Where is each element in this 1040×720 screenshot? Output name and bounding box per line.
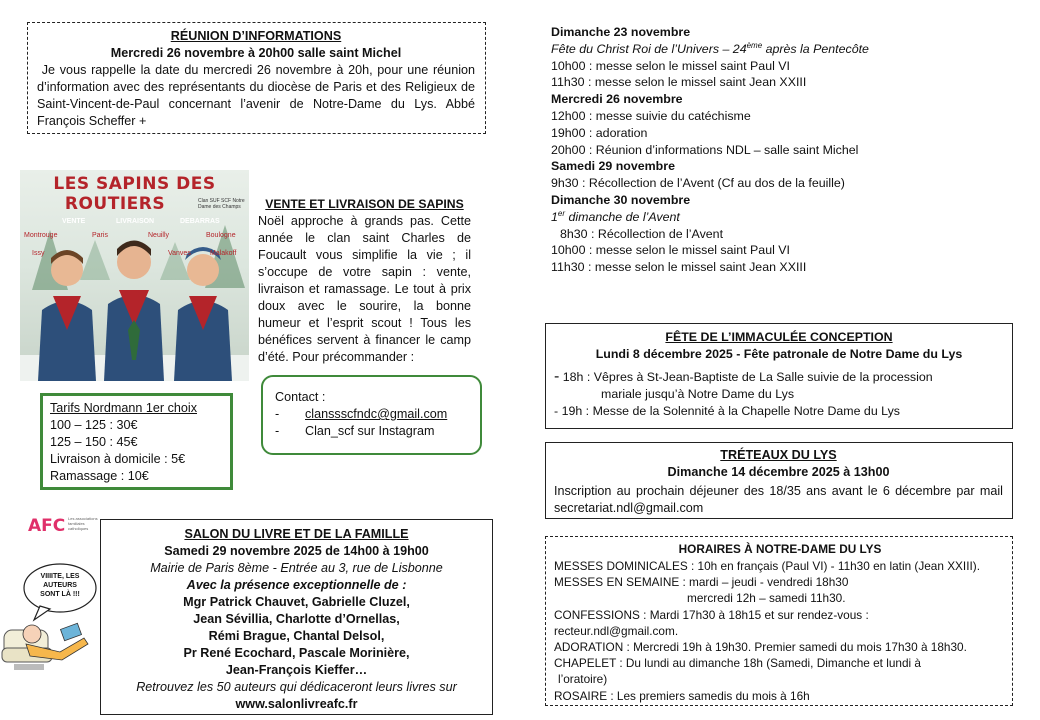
poster-place: Issy	[32, 250, 45, 257]
salon-date: Samedi 29 novembre 2025 de 14h00 à 19h00	[164, 544, 429, 558]
agenda-entry: 19h00 : adoration	[551, 125, 648, 140]
agenda-feast: 1er dimanche de l’Avent	[551, 208, 680, 224]
horaires-line: CHAPELET : Du lundi au dimanche 18h (Samedi, Dimanche et lundi à	[554, 656, 921, 671]
agenda-entry: 11h30 : messe selon le missel saint Jean XXIII	[551, 75, 807, 90]
agenda-day-heading: Mercredi 26 novembre	[551, 92, 683, 107]
tarifs-line: Ramassage : 10€	[50, 469, 149, 483]
poster-service-livraison: LIVRAISON	[116, 218, 155, 225]
salon-author-line: Mgr Patrick Chauvet, Gabrielle Cluzel,	[183, 595, 410, 609]
poster-service-vente: VENTE	[62, 218, 86, 225]
tarifs-line: Livraison à domicile : 5€	[50, 452, 186, 466]
horaires-line: MESSES EN SEMAINE : mardi – jeudi - vendredi 18h30	[554, 575, 849, 590]
treteaux-title: TRÉTEAUX DU LYS	[720, 448, 837, 462]
poster-title-line1: LES SAPINS DES	[53, 174, 216, 194]
horaires-title: HORAIRES À NOTRE-DAME DU LYS	[678, 542, 882, 556]
salon-title: SALON DU LIVRE ET DE LA FAMILLE	[184, 527, 409, 541]
immaculee-dash: -	[554, 368, 560, 385]
salon-retrouvez: Retrouvez les 50 auteurs qui dédicaceront leurs livres sur	[136, 680, 457, 694]
salon-author-line: Pr René Ecochard, Pascale Morinière,	[183, 646, 410, 660]
salon-author-line: Rémi Brague, Chantal Delsol,	[208, 629, 385, 643]
reunion-title: RÉUNION D’INFORMATIONS	[170, 29, 342, 43]
poster-place: Malakoff	[210, 250, 237, 257]
horaires-line: MESSES DOMINICALES : 10h en français (Paul VI) - 11h30 en latin (Jean XXIII).	[554, 559, 980, 573]
poster-clan-text: Clan SUF SCF Notre Dame des Champs	[198, 198, 245, 210]
salon-cartoon	[0, 560, 100, 680]
sapins-section	[258, 196, 471, 366]
salon-website-link[interactable]: www.salonlivreafc.fr	[235, 697, 358, 711]
horaires-line: ROSAIRE : Les premiers samedis du mois à 16h	[554, 688, 810, 703]
contact-dash: -	[275, 424, 280, 438]
treteaux-box	[545, 442, 1013, 519]
salon-author-line: Jean-François Kieffer…	[225, 663, 368, 677]
salon-author-line: Jean Sévillia, Charlotte d’Ornellas,	[193, 612, 400, 626]
agenda-entry: 11h30 : messe selon le missel saint Jean XXIII	[551, 260, 807, 275]
tarifs-line: 125 – 150 : 45€	[50, 435, 138, 449]
agenda-feast: Fête du Christ Roi de l’Univers – 24ème après la Pentecôte	[551, 40, 869, 56]
agenda-entry: 12h00 : messe suivie du catéchisme	[551, 108, 751, 123]
contact-title: Contact :	[275, 390, 326, 404]
agenda-entry: 20h00 : Réunion d’informations NDL – salle saint Michel	[551, 142, 859, 157]
immaculee-box	[545, 323, 1013, 429]
contact-instagram-row	[275, 423, 480, 440]
contact-email-link[interactable]: clanssscfndc@gmail.com	[305, 407, 448, 421]
horaires-line: ADORATION : Mercredi 19h à 19h30. Premier samedi du mois 17h30 à 18h30.	[554, 640, 967, 655]
tarifs-title: Tarifs Nordmann 1er choix	[50, 401, 197, 415]
immaculee-item-cont: mariale jusqu’à Notre Dame du Lys	[601, 387, 795, 401]
agenda-day-heading: Dimanche 23 novembre	[551, 25, 691, 39]
contact-instagram: Clan_scf sur Instagram	[305, 424, 435, 438]
agenda-day-heading: Samedi 29 novembre	[551, 159, 675, 174]
agenda-entry: 10h00 : messe selon le missel saint Paul VI	[551, 243, 790, 258]
tarifs-line: 100 – 125 : 30€	[50, 418, 138, 432]
salon-place: Mairie de Paris 8ème - Entrée au 3, rue de Lisbonne	[150, 561, 443, 575]
horaires-line: mercredi 12h – samedi 11h30.	[687, 591, 846, 606]
treteaux-body: Inscription au prochain déjeuner des 18/35 ans avant le 6 décembre par mail secretariat.ndl@gmail.com	[554, 484, 1003, 515]
horaires-line: l’oratoire)	[558, 672, 608, 687]
poster-place: Boulogne	[206, 232, 236, 239]
agenda-entry: 8h30 : Récollection de l’Avent	[560, 226, 724, 241]
poster-title-line2: ROUTIERS	[64, 194, 166, 214]
reunion-body: Je vous rappelle la date du mercredi 26 novembre à 20h, pour une réunion d’information avec des représentants du diocèse de Paris et des Religieux de Saint-Vincent-de-Paul concernant l’avenir de Notre-Dame du Lys. Abbé François Scheffer +	[37, 63, 479, 128]
agenda-day-heading: Dimanche 30 novembre	[551, 192, 691, 207]
immaculee-item: - 18h : Vêpres à St-Jean-Baptiste de La Salle suivie de la procession	[554, 368, 933, 385]
horaires-box	[545, 536, 1013, 706]
contact-dash: -	[275, 407, 280, 421]
agenda-entry: 10h00 : messe selon le missel saint Paul VI	[551, 58, 790, 73]
afc-logo-small: Les associations familiales catholiques	[68, 516, 98, 531]
immaculee-subtitle: Lundi 8 décembre 2025 - Fête patronale de Notre Dame du Lys	[595, 347, 963, 361]
poster-place: Montrouge	[24, 232, 58, 239]
immaculee-title: FÊTE DE L’IMMACULÉE CONCEPTION	[665, 330, 893, 344]
salon-box	[100, 519, 493, 715]
afc-logo-text: AFC	[28, 516, 66, 536]
horaires-line: CONFESSIONS : Mardi 17h30 à 18h15 et sur rendez-vous :	[554, 607, 869, 622]
poster-service-debarras: DEBARRAS	[180, 218, 220, 225]
afc-logo	[28, 514, 100, 542]
sapins-body: Noël approche à grands pas. Cette année le clan saint Charles de Foucault vous simplifie la vie ; il s’occupe de votre sapin : vente, livraison et ramassage. Le tout à prix doux avec le sourire, la bonne humeur et l’esprit scout ! Tous les bénéfices servent à financer le camp d’été. Pour précommander :	[258, 214, 471, 364]
tarifs-box	[40, 393, 233, 490]
sapins-title: VENTE ET LIVRAISON DE SAPINS	[265, 197, 464, 211]
agenda	[551, 24, 1021, 276]
treteaux-subtitle: Dimanche 14 décembre 2025 à 13h00	[667, 465, 890, 479]
salon-presence: Avec la présence exceptionnelle de :	[186, 578, 407, 592]
poster-place: Paris	[92, 232, 108, 239]
agenda-entry: 9h30 : Récollection de l’Avent (Cf au dos de la feuille)	[551, 176, 845, 191]
reunion-box	[27, 22, 486, 134]
cartoon-bubble-text: VIIIITE, LES AUTEURS SONT LÀ !!!	[40, 573, 80, 598]
immaculee-item: - 19h : Messe de la Solennité à la Chapelle Notre Dame du Lys	[554, 404, 900, 418]
sapins-poster-image	[20, 170, 249, 381]
contact-email-row	[275, 406, 480, 423]
poster-place: Neuilly	[148, 232, 170, 239]
reunion-subtitle: Mercredi 26 novembre à 20h00 salle saint Michel	[110, 46, 402, 60]
contact-box	[261, 375, 482, 455]
poster-place: Vanves	[168, 250, 191, 257]
horaires-line: recteur.ndl@gmail.com.	[554, 623, 679, 638]
